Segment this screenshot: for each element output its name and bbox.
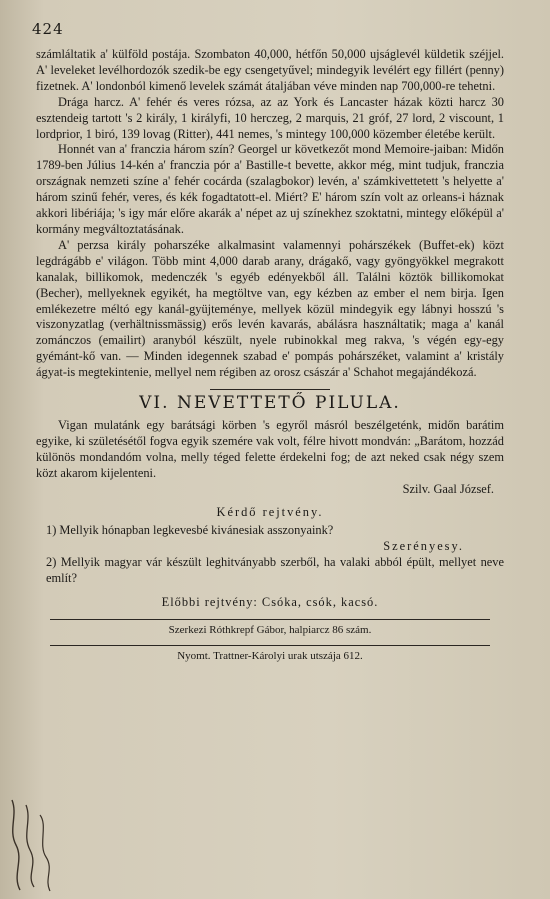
previous-riddle-answer: Előbbi rejtvény: Csóka, csók, kacsó. [161,595,379,609]
footer-divider [50,619,490,620]
paragraph-french-colors: Honnét van a' franczia három szín? Georgel ur következőt mond Memoire-jaiban: Midőn 1789-ben Július 14-kén a' franczia pór a' Bastille-t bevette, akkor még, mint tudjuk, franczia országnak nemzeti színe a' fehér cocárda (szalagbokor) levén, a' számkivettetett 's helyette a' három szinű fehér, veres, és kék fogadtatott-el. Miért? E' három szín volt az orleans-i háznak akkori libériája; 's igy már előre akarák a' népet az uj színekhez szoktatni, mintegy előképül a' kormány megváltoztatásának. [36,142,504,236]
riddle-item-1: 1) Mellyik hónapban legkevesbé kivánesiak asszonyaink? [46,523,334,538]
footer-printer: Nyomt. Trattner-Károlyi urak utszája 612. [177,649,363,662]
paragraph-expensive-war: Drága harcz. A' fehér és veres rózsa, az az York és Lancaster házak közti harcz 30 esztendeig tartott 's 2 király, 1 királyfi, 10 herczeg, 2 marquis, 21 gróf, 27 lord, 2 viscount, 1 lordprior, 1 biró, 139 lovag (Ritter), 441 nemes, 's mintegy 100,000 közember életébe került. [36,94,504,141]
footer-editor: Szerkezi Róthkrepf Gábor, halpiarcz 86 szám. [168,623,372,636]
page-number: 424 [32,20,64,38]
page-body [36,47,504,663]
section-divider [210,389,330,390]
paragraph-persian-buffet: A' perzsa király poharszéke alkalmasint valamennyi pohárszékek (Buffet-ek) közt legdrágább e' világon. Több mint 4,000 darab arany, drágakő, vagy gyöngyökkel megrakott kanalak, billikomok, medenczék 's egyéb edényekből áll. Találni köztök billikomokat (Becher), mellyeknek egyikét, ha megtöltve van, egy kézben az ember el nem birja. Igen emlékezetre méltó egy kanál-gyüjteménye, mellyek közül mindegyik egy lábnyi hosszú 's viszonyzatlag (verhältnissmässig) erős levén kavarás, abálásra használtatik; maga a' kanál zománczos (emailirt) aranyból készült, nyele rubinokkal meg rakva, 's végén egy-egy gyémánt-kő van. — Minden idegennek szabad e' pompás pohárszéket, valamint a' kristály ágyat-is megtekintenie, mellyel nem régiben az orosz császár a' Schahot megajándékozá. [36,237,504,380]
riddle-signature: Szerényesy. [383,539,464,554]
handwritten-margin-note [4,795,64,895]
section-title: VI. NEVETTETŐ PILULA. [139,393,401,414]
footer-divider-2 [50,645,490,646]
riddle-heading: Kérdő rejtvény. [216,505,324,520]
section-paragraph: Vigan mulatánk egy barátsági körben 's egyről másról beszélgeténk, midőn barátim egyike, ki születésétől fogva egyik szemére vak volt, félre hivott mondván: „Barátom, hozzád különös mondandóm volna, melly téged felette érdekelni fog; de azt neked csak négy szem közt akarom kijelenteni. [36,417,504,480]
section-author: Szilv. Gaal József. [402,481,494,496]
paragraph-postal: számláltatik a' külföld postája. Szombaton 40,000, hétfőn 50,000 ujságlevél küldetik széjjel. A' leveleket levélhordozók szedik-be egy csengetyűvel; mindegyik levélért egy fillért (penny) fizetnek. A' londonból kimenő levelek számát átaljában véve minden nap 700,000-re tehetni. [36,47,504,93]
riddle-item-2: 2) Mellyik magyar vár készült leghitványabb szerből, ha valaki abból épült, mellyet neve említ? [46,555,504,586]
